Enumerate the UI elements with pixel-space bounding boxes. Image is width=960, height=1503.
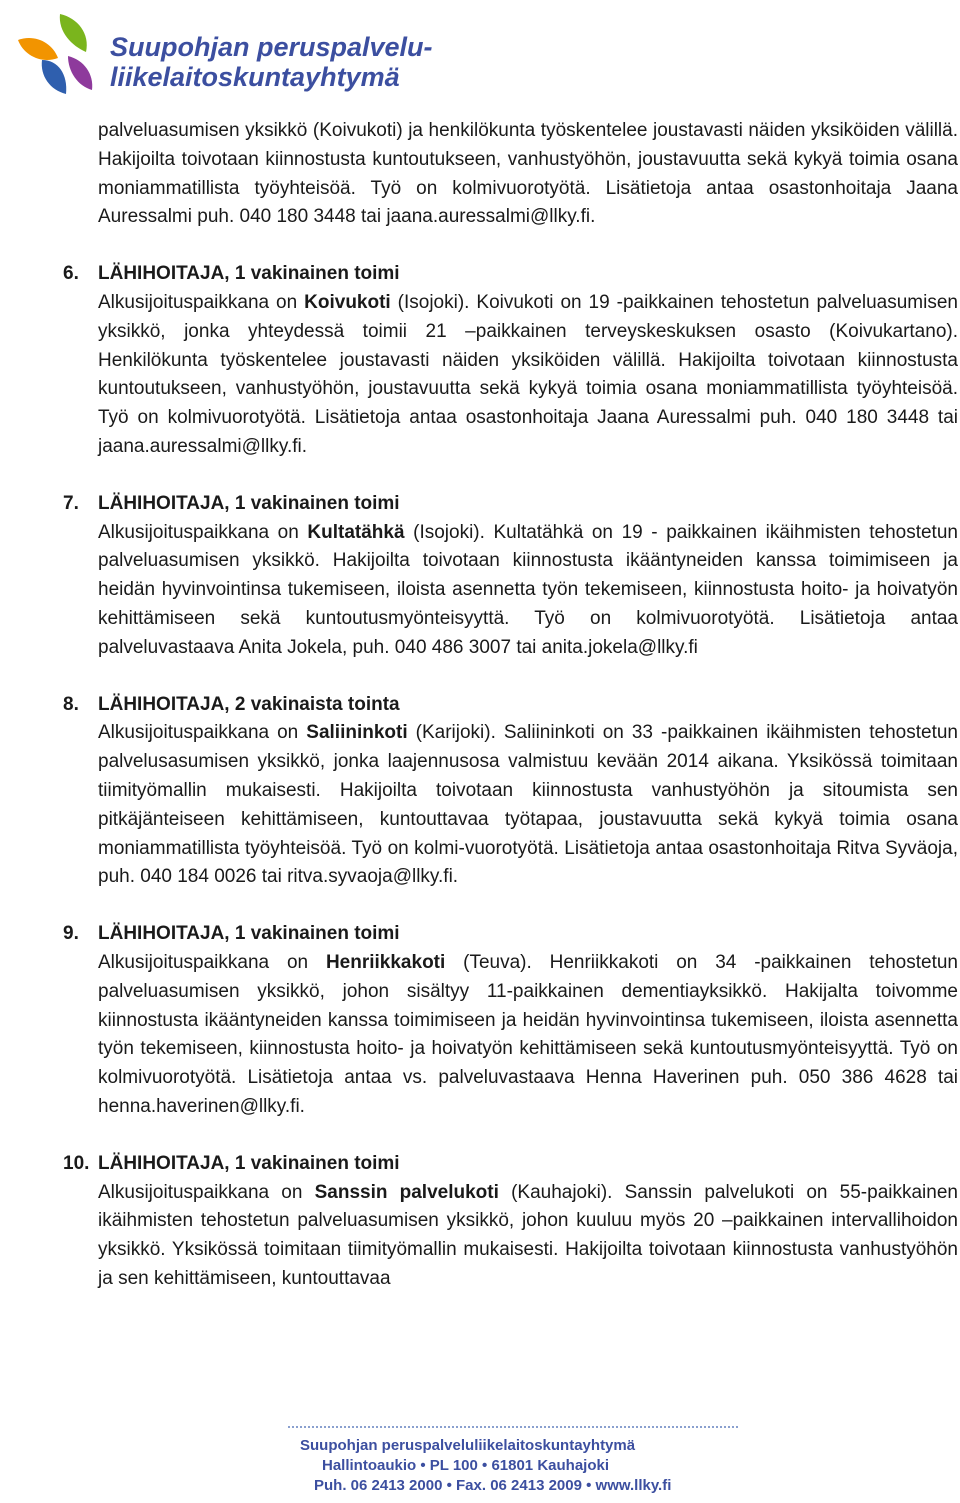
job-section-9	[63, 920, 958, 1122]
footer-contact: Puh. 06 2413 2000 • Fax. 06 2413 2009 • www.llky.fi	[314, 1477, 672, 1494]
place-prefix: Alkusijoituspaikkana on	[98, 291, 305, 313]
section-body: (Kauhajoki). Sanssin palvelukoti on 55-paikkainen ikäihmisten tehostetun palveluasumisen yksikkö, johon kuuluu myös 20 –paikkainen intervallihoidon yksikkö. Yksikössä toimitaan tiimityömallin mukaisesti. Hakijoilta toivotaan kiinnostusta vanhustyöhön ja sen kehittämiseen, kuntouttavaa	[98, 1181, 958, 1289]
place-name: Henriikkakoti	[325, 951, 446, 973]
place-prefix: Alkusijoituspaikkana on	[98, 521, 308, 543]
section-body: (Isojoki). Kultatähkä on 19 - paikkainen ikäihmisten tehostetun palveluasumisen yksikkö. Hakijoilta toivotaan kiinnostusta ikääntyneiden kanssa toimimiseen ja heidän hyvinvointinsa tukemiseen, iloista asennetta työn tekemiseen, kiinnostusta hoito- ja hoivatyön kehittämiseen sekä kuntoutusmyönteisyyttä. Työ on kolmivuorotyötä. Lisätietoja antaa palveluvastaava Anita Jokela, puh. 040 486 3007 tai anita.jokela@llky.fi	[98, 521, 958, 658]
organization-name-line1: Suupohjan peruspalvelu-	[110, 32, 433, 62]
job-section-7	[63, 490, 958, 663]
job-section-8	[63, 691, 958, 893]
section-number: 8.	[63, 693, 79, 715]
section-body: (Karijoki). Saliininkoti on 33 -paikkainen ikäihmisten tehostetun palvelusasumisen yksikkö, jonka laajennusosa valmistuu kevään 2014 aikana. Yksikössä toimitaan tiimityömallin mukaisesti. Hakijoilta toivotaan kiinnostusta vanhustyöhön ja sitoumista sen pitkäjänteiseen kehittämiseen, kuntouttavaa työtapaa, joustavuutta sekä kykyä toimia osana moniammatillista työyhteisöä. Työ on kolmi-vuorotyötä. Lisätietoja antaa osastonhoitaja Ritva Syväoja, puh. 040 184 0026 tai ritva.syvaoja@llky.fi.	[98, 722, 958, 888]
section-title: LÄHIHOITAJA, 1 vakinainen toimi	[98, 492, 400, 514]
section-paragraph	[98, 289, 958, 462]
section-number: 10.	[63, 1152, 90, 1174]
section-number: 6.	[63, 263, 79, 285]
footer-divider	[288, 1426, 738, 1428]
page-footer	[300, 1428, 740, 1496]
place-prefix: Alkusijoituspaikkana on	[98, 722, 307, 744]
place-name: Saliininkoti	[306, 722, 408, 744]
section-title: LÄHIHOITAJA, 1 vakinainen toimi	[98, 1152, 400, 1174]
section-body: (Isojoki). Koivukoti on 19 -paikkainen tehostetun palveluasumisen yksikkö, jonka yhteydessä toimii 21 –paikkainen terveyskeskuksen osasto (Koivukartano). Henkilökunta työskentelee joustavasti näiden yksiköiden välillä. Hakijoilta toivotaan kiinnostusta kuntoutukseen, vanhustyöhön, joustavuutta sekä kykyä toimia osana moniammatillista työyhteisöä. Työ on kolmivuorotyötä. Lisätietoja antaa osastonhoitaja Jaana Auressalmi puh. 040 180 3448 tai jaana.auressalmi@llky.fi.	[98, 291, 958, 457]
section-title: LÄHIHOITAJA, 1 vakinainen toimi	[98, 263, 400, 285]
document-body	[63, 117, 958, 1294]
letterhead	[12, 10, 612, 110]
organization-logo-icon	[12, 10, 100, 106]
intro-paragraph: palveluasumisen yksikkö (Koivukoti) ja henkilökunta työskentelee joustavasti näiden yksiköiden välillä. Hakijoilta toivotaan kiinnostusta kuntoutukseen, vanhustyöhön, joustavuutta sekä kykyä toimia osana moniammatillista työyhteisöä. Työ on kolmivuorotyötä. Lisätietoja antaa osastonhoitaja Jaana Auressalmi puh. 040 180 3448 tai jaana.auressalmi@llky.fi.	[98, 120, 958, 228]
section-body: (Teuva). Henriikkakoti on 34 -paikkainen tehostetun palveluasumisen yksikkö, johon sisältyy 11-paikkainen dementiayksikkö. Hakijalta toivomme kiinnostusta ikääntyneiden kanssa toimimiseen ja heidän hyvinvointinsa tukemiseen, iloista asennetta työn tekemiseen, kiinnostusta hoito- ja hoivatyön kehittämiseen sekä kuntoutusmyönteisyyttä. Työ on kolmivuorotyötä. Lisätietoja antaa vs. palveluvastaava Henna Haverinen puh. 050 386 4628 tai henna.haverinen@llky.fi.	[98, 951, 958, 1117]
footer-address: Hallintoaukio • PL 100 • 61801 Kauhajoki	[322, 1457, 609, 1474]
section-number: 7.	[63, 492, 79, 514]
place-name: Sanssin palvelukoti	[314, 1181, 499, 1203]
job-section-10	[63, 1150, 958, 1294]
section-paragraph	[98, 519, 958, 663]
job-section-6	[63, 260, 958, 462]
place-prefix: Alkusijoituspaikkana on	[98, 951, 326, 973]
section-title: LÄHIHOITAJA, 2 vakinaista tointa	[98, 693, 400, 715]
organization-name-line2: liikelaitoskuntayhtymä	[110, 62, 400, 92]
footer-organization: Suupohjan peruspalveluliikelaitoskuntayhtymä	[300, 1437, 636, 1454]
section-title: LÄHIHOITAJA, 1 vakinainen toimi	[98, 923, 400, 945]
section-paragraph	[98, 1179, 958, 1294]
section-paragraph	[98, 949, 958, 1122]
section-number: 9.	[63, 923, 79, 945]
section-paragraph	[98, 719, 958, 892]
place-name: Kultatähkä	[307, 521, 405, 543]
organization-name	[110, 32, 433, 92]
place-name: Koivukoti	[304, 291, 391, 313]
place-prefix: Alkusijoituspaikkana on	[98, 1181, 315, 1203]
